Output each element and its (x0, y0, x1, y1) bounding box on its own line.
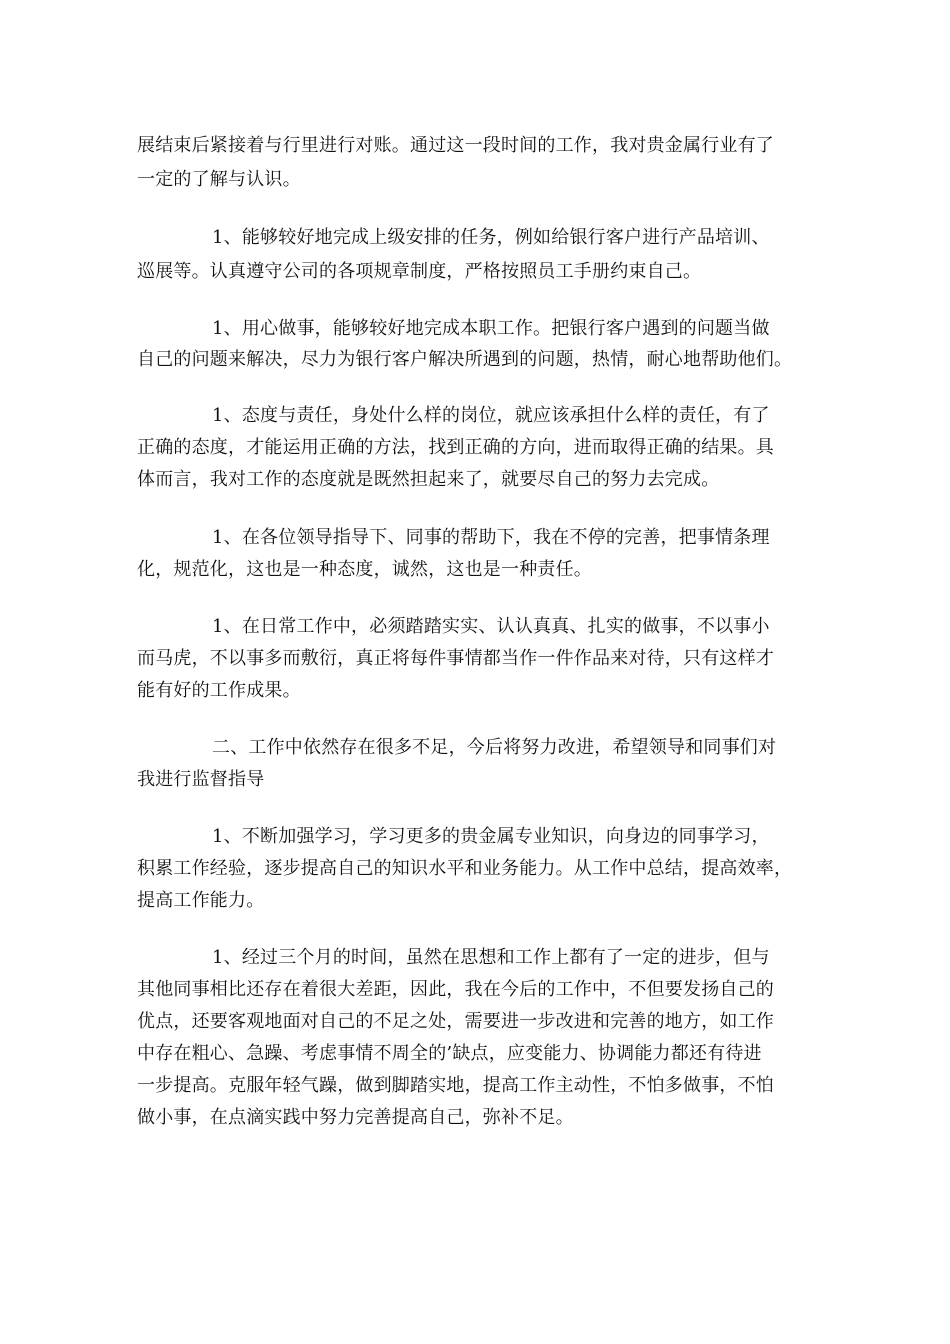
paragraph-9-line-1: 1、经过三个月的时间，虽然在思想和工作上都有了一定的进步，但与 (212, 947, 770, 968)
paragraph-9-line-6: 做小事，在点滴实践中努力完善提高自己，弥补不足。 (137, 1107, 574, 1128)
paragraph-6-line-2: 而马虎，不以事多而敷衍，真正将每件事情都当作一件作品来对待，只有这样才 (137, 648, 774, 669)
paragraph-8-line-3: 提高工作能力。 (137, 890, 265, 911)
paragraph-9-line-2: 其他同事相比还存在着很大差距，因此，我在今后的工作中，不但要发扬自己的 (137, 979, 774, 1000)
paragraph-4-line-2: 正确的态度，才能运用正确的方法，找到正确的方向，进而取得正确的结果。具 (137, 437, 774, 458)
paragraph-9-line-3: 优点，还要客观地面对自己的不足之处，需要进一步改进和完善的地方，如工作 (137, 1011, 774, 1032)
paragraph-5-line-2: 化，规范化，这也是一种态度，诚然，这也是一种责任。 (137, 559, 592, 580)
paragraph-4-line-1: 1、态度与责任，身处什么样的岗位，就应该承担什么样的责任，有了 (212, 405, 770, 426)
paragraph-1-line-1: 展结束后紧接着与行里进行对账。通过这一段时间的工作，我对贵金属行业有了 (137, 135, 774, 156)
paragraph-7-line-1: 二、工作中依然存在很多不足，今后将努力改进，希望领导和同事们对 (212, 737, 777, 758)
paragraph-8-line-1: 1、不断加强学习，学习更多的贵金属专业知识，向身边的同事学习， (212, 826, 770, 847)
paragraph-3-line-1: 1、用心做事，能够较好地完成本职工作。把银行客户遇到的问题当做 (212, 318, 770, 339)
paragraph-7-line-2: 我进行监督指导 (137, 769, 265, 790)
paragraph-2-line-1: 1、能够较好地完成上级安排的任务，例如给银行客户进行产品培训、 (212, 227, 770, 248)
paragraph-5-line-1: 1、在各位领导指导下、同事的帮助下，我在不停的完善，把事情条理 (212, 527, 770, 548)
paragraph-1-line-2: 一定的了解与认识。 (137, 169, 301, 190)
paragraph-2-line-2: 巡展等。认真遵守公司的各项规章制度，严格按照员工手册约束自己。 (137, 261, 702, 282)
paragraph-6-line-1: 1、在日常工作中，必须踏踏实实、认认真真、扎实的做事，不以事小 (212, 616, 770, 637)
paragraph-6-line-3: 能有好的工作成果。 (137, 680, 301, 701)
paragraph-8-line-2: 积累工作经验，逐步提高自己的知识水平和业务能力。从工作中总结，提高效率， (137, 858, 793, 879)
paragraph-3-line-2: 自己的问题来解决，尽力为银行客户解决所遇到的问题，热情，耐心地帮助他们。 (137, 349, 793, 370)
paragraph-9-line-4: 中存在粗心、急躁、考虑事情不周全的’缺点，应变能力、协调能力都还有待进 (137, 1043, 762, 1064)
paragraph-9-line-5: 一步提高。克服年轻气躁，做到脚踏实地，提高工作主动性，不怕多做事，不怕 (137, 1075, 774, 1096)
paragraph-4-line-3: 体而言，我对工作的态度就是既然担起来了，就要尽自己的努力去完成。 (137, 469, 720, 490)
